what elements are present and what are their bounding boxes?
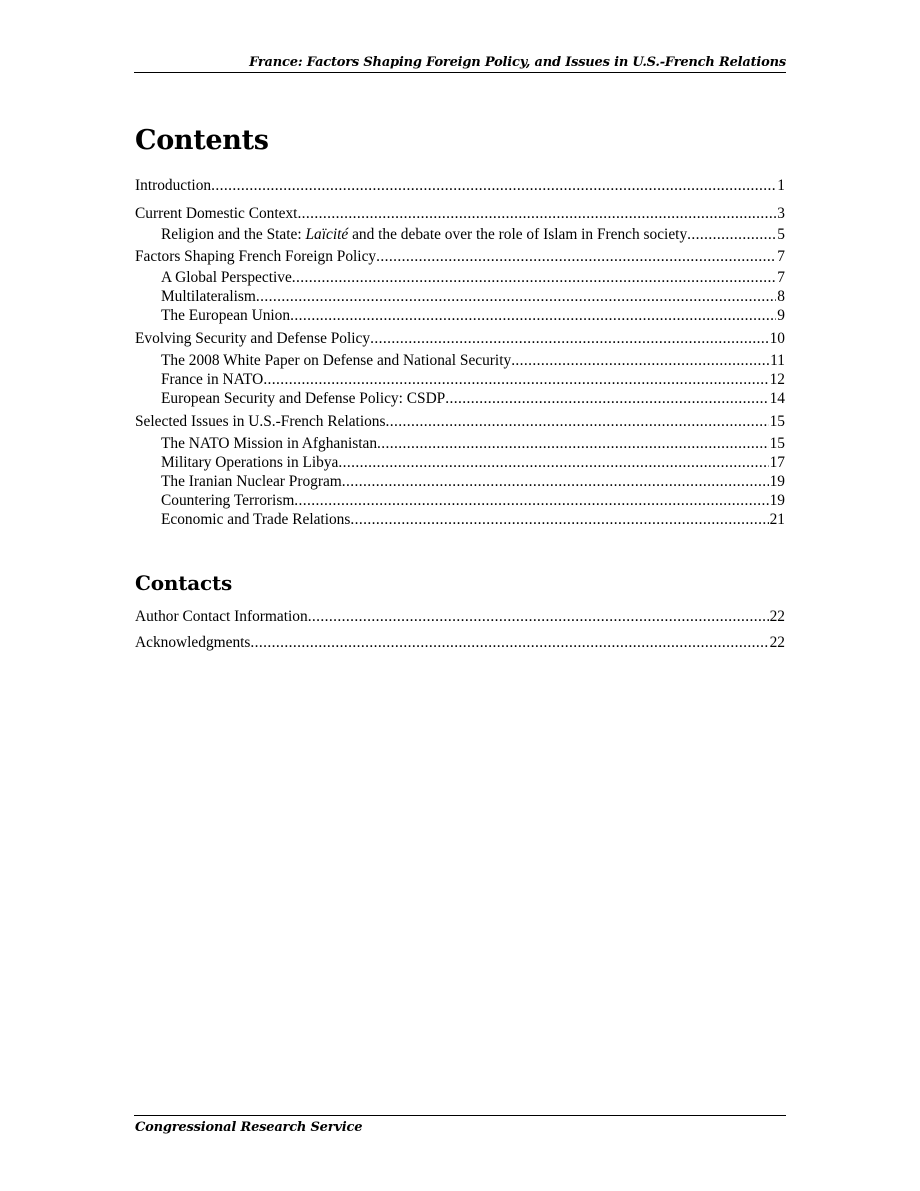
toc-leader [370, 329, 769, 348]
toc-leader [250, 633, 768, 652]
toc-entry-nato-mission-afghanistan[interactable] [135, 434, 785, 453]
toc-entry-page: 21 [769, 511, 785, 528]
toc-leader [292, 268, 777, 287]
toc-entry-a-global-perspective[interactable] [135, 268, 785, 287]
toc-entry-page: 9 [777, 307, 785, 324]
toc-leader [377, 434, 769, 453]
toc-leader [511, 351, 769, 370]
toc-entry-page: 3 [777, 205, 785, 222]
toc-entry-evolving-security-and-defense-policy[interactable] [135, 329, 785, 348]
toc-entry-page: 7 [777, 248, 785, 265]
toc-entry-title: European Security and Defense Policy: CSDP [161, 390, 446, 407]
toc-entry-countering-terrorism[interactable] [135, 491, 785, 510]
toc-entry-page: 17 [769, 454, 785, 471]
toc-leader [445, 389, 768, 408]
toc-entry-the-european-union[interactable] [135, 306, 785, 325]
toc-entry-page: 5 [777, 226, 785, 243]
toc-leader [376, 247, 776, 266]
toc-entry-title: Factors Shaping French Foreign Policy [135, 248, 377, 265]
toc-entry-multilateralism[interactable] [135, 287, 785, 306]
toc-entry-page: 22 [769, 608, 785, 625]
toc-leader [385, 412, 768, 431]
toc-entry-title: Acknowledgments [135, 634, 251, 651]
header-rule [134, 72, 786, 73]
toc-leader [290, 306, 776, 325]
running-footer: Congressional Research Service [135, 1120, 363, 1135]
toc-entry-france-in-nato[interactable] [135, 370, 785, 389]
toc-entry-page: 22 [769, 634, 785, 651]
toc-entry-acknowledgments[interactable] [135, 633, 785, 652]
toc-entry-title: The NATO Mission in Afghanistan [161, 435, 378, 452]
toc-entry-page: 15 [769, 435, 785, 452]
toc-entry-title: Religion and the State: Laïcité and the debate over the role of Islam in French society [161, 226, 688, 243]
toc-leader [338, 453, 768, 472]
toc-entry-page: 12 [769, 371, 785, 388]
toc-entry-2008-white-paper[interactable] [135, 351, 785, 370]
toc-entry-religion-and-the-state[interactable] [135, 225, 785, 244]
toc-entry-title: The Iranian Nuclear Program [161, 473, 342, 490]
toc-leader [342, 472, 769, 491]
toc-entry-title: France in NATO [161, 371, 264, 388]
toc-entry-selected-issues[interactable] [135, 412, 785, 431]
toc-entry-title: Current Domestic Context [135, 205, 298, 222]
toc-entry-title: Selected Issues in U.S.-French Relations [135, 413, 386, 430]
toc-entry-page: 15 [769, 413, 785, 430]
toc-entry-title: Economic and Trade Relations [161, 511, 351, 528]
toc-entry-current-domestic-context[interactable] [135, 204, 785, 223]
toc-entry-economic-and-trade-relations[interactable] [135, 510, 785, 529]
toc-entry-author-contact-information[interactable] [135, 607, 785, 626]
toc-leader [350, 510, 768, 529]
toc-entry-page: 19 [769, 492, 785, 509]
toc-entry-page: 19 [769, 473, 785, 490]
toc-leader [294, 491, 768, 510]
toc-entry-title: Author Contact Information [135, 608, 308, 625]
toc-entry-factors-shaping-french-foreign-policy[interactable] [135, 247, 785, 266]
toc-entry-title: A Global Perspective [161, 269, 292, 286]
toc-entry-title: Countering Terrorism [161, 492, 295, 509]
toc-entry-page: 1 [777, 177, 785, 194]
toc-entry-title: Multilateralism [161, 288, 256, 305]
toc-entry-introduction[interactable] [135, 176, 785, 195]
toc-leader [263, 370, 768, 389]
toc-leader [256, 287, 776, 306]
toc-entry-page: 14 [769, 390, 785, 407]
toc-entry-iranian-nuclear-program[interactable] [135, 472, 785, 491]
toc-entry-page: 10 [769, 330, 785, 347]
running-header: France: Factors Shaping Foreign Policy, and Issues in U.S.-French Relations [249, 55, 786, 70]
toc-entry-page: 8 [777, 288, 785, 305]
toc-entry-title: Introduction [135, 177, 212, 194]
toc-leader [687, 225, 776, 244]
toc-entry-title: Military Operations in Libya [161, 454, 339, 471]
toc-entry-european-security-csdp[interactable] [135, 389, 785, 408]
toc-entry-title: Evolving Security and Defense Policy [135, 330, 371, 347]
toc-entry-page: 7 [777, 269, 785, 286]
contents-heading: Contents [135, 125, 269, 156]
toc-entry-title: The 2008 White Paper on Defense and National Security [161, 352, 512, 369]
toc-leader [211, 176, 776, 195]
toc-entry-title: The European Union [161, 307, 291, 324]
toc-leader [297, 204, 776, 223]
footer-rule [134, 1115, 786, 1116]
toc-entry-page: 11 [770, 352, 785, 369]
toc-leader [308, 607, 769, 626]
toc-entry-military-operations-libya[interactable] [135, 453, 785, 472]
contacts-heading: Contacts [135, 571, 233, 595]
